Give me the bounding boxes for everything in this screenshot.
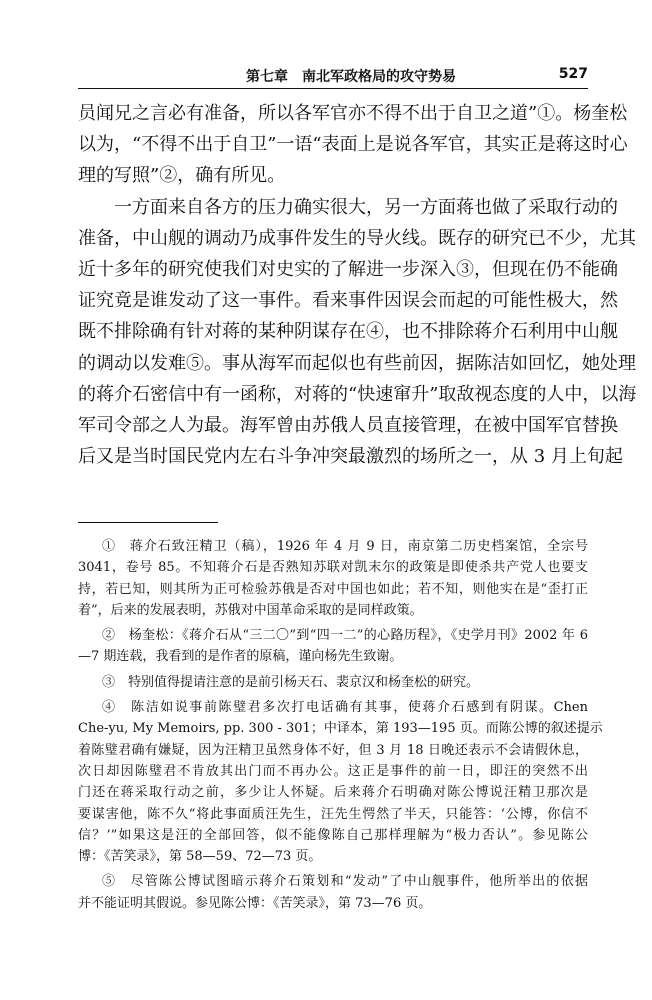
footnote-line: ③ 特别值得提请注意的是前引杨天石、裴京汉和杨奎松的研究。 bbox=[102, 674, 480, 690]
footnote-2 bbox=[78, 625, 588, 668]
chapter-title: 第七章 南北军政格局的攻守势易 bbox=[246, 69, 456, 85]
main-text bbox=[78, 98, 637, 472]
footnote-line: —7 期连载，我看到的是作者的原稿，谨向杨先生致谢。 bbox=[78, 649, 403, 665]
body-line: 的调动以发难⑤。事从海军而起似也有些前因，据陈洁如回忆，她处理 bbox=[78, 352, 636, 374]
footnote-separator bbox=[78, 522, 218, 523]
footnote-line: 着”，后来的发展表明，苏俄对中国革命采取的是同样政策。 bbox=[78, 602, 423, 618]
footnote-line: ④ 陈洁如说事前陈璧君多次打电话确有其事，使蒋介石感到有阴谋。Chen bbox=[102, 700, 588, 716]
footnote-3 bbox=[78, 672, 588, 693]
footnote-line: 门还在蒋采取行动之前，多少让人怀疑。后来蒋介石明确对陈公博说汪精卫那次是 bbox=[78, 785, 588, 801]
footnotes bbox=[78, 536, 603, 914]
footnote-line: 信？’”如果这是汪的全部回答，似不能像陈自己那样理解为“极力否认”。参见陈公 bbox=[78, 827, 588, 843]
footnote-line: 要谋害他，陈不久“将此事面质汪先生，汪先生愕然了半天，只能答：‘公博，你信不 bbox=[78, 806, 588, 822]
body-line: 近十多年的研究使我们对史实的了解进一步深入③，但现在仍不能确 bbox=[78, 258, 618, 280]
footnote-line: 次日却因陈璧君不肯放其出门而不再办公。这正是事件的前一日，即汪的突然不出 bbox=[78, 763, 588, 779]
footnote-line: 持，若已知，则其所为正可检验苏俄是否对中国也如此；若不知，则他实在是“歪打正 bbox=[78, 581, 588, 597]
footnote-5 bbox=[78, 871, 588, 914]
body-line: 既不排除确有针对蒋的某种阴谋存在④，也不排除蒋介石利用中山舰 bbox=[78, 321, 618, 343]
footnote-line: 3041，卷号 85。不知蒋介石是否熟知苏联对凯末尔的政策是即使杀共产党人也要支 bbox=[78, 560, 588, 576]
footnote-line: ① 蒋介石致汪精卫（稿），1926 年 4 月 9 日，南京第二历史档案馆，全宗号 bbox=[102, 539, 588, 554]
body-line: 以为，“不得不出于自卫”一语“表面上是说各军官，其实正是蒋这时心 bbox=[78, 134, 628, 156]
body-line: 理的写照”②，确有所见。 bbox=[78, 165, 286, 187]
footnote-line: ② 杨奎松：《蒋介石从“三二〇”到“四一二”的心路历程》，《史学月刊》2002 年 6 bbox=[102, 628, 588, 644]
body-line: 后又是当时国民党内左右斗争冲突最激烈的场所之一，从 3 月上旬起 bbox=[78, 446, 623, 468]
footnote-line: 并不能证明其假说。参见陈公博：《苦笑录》，第 73—76 页。 bbox=[78, 895, 432, 911]
body-line: 军司令部之人为最。海军曾由苏俄人员直接管理，在被中国军官替换 bbox=[78, 414, 618, 436]
footnote-line: 博：《苦笑录》，第 58—59、72—73 页。 bbox=[78, 849, 322, 865]
page-number: 527 bbox=[558, 66, 588, 82]
footnote-line: Che-yu, My Memoirs, pp. 300 - 301；中译本，第 193—195 页。而陈公博的叙述提示 bbox=[78, 721, 603, 737]
body-line: 准备，中山舰的调动乃成事件发生的导火线。既存的研究已不少，尤其 bbox=[78, 227, 636, 249]
body-line: 证究竟是谁发动了这一事件。看来事件因误会而起的可能性极大，然 bbox=[78, 290, 618, 312]
body-line: 员闻兄之言必有准备，所以各军官亦不得不出于自卫之道”①。杨奎松 bbox=[78, 103, 628, 124]
body-line: 的蒋介石密信中有一函称，对蒋的“快速窜升”取敌视态度的人中，以海 bbox=[78, 383, 637, 405]
footnote-line: 着陈璧君确有嫌疑，因为汪精卫虽然身体不好，但 3 月 18 日晚还表示不会请假休息， bbox=[78, 742, 588, 758]
footnote-line: ⑤ 尽管陈公博试图暗示蒋介石策划和“发动”了中山舰事件，他所举出的依据 bbox=[102, 874, 588, 890]
header-rule bbox=[78, 88, 588, 89]
footnote-1 bbox=[78, 536, 588, 621]
body-line: 一方面来自各方的压力确实很大，另一方面蒋也做了采取行动的 bbox=[114, 196, 618, 218]
footnote-4 bbox=[78, 697, 603, 867]
